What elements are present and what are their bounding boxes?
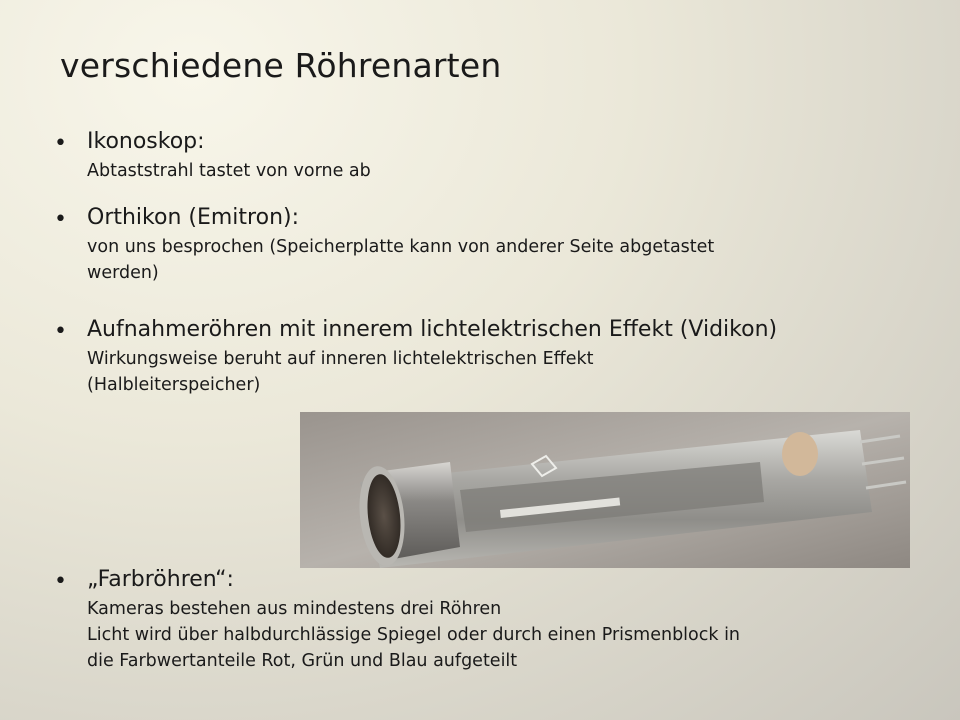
bullet-heading: „Farbröhren“:: [87, 567, 234, 592]
bullet-heading: Ikonoskop:: [87, 129, 205, 154]
bullet-line: Licht wird über halbdurchlässige Spiegel oder durch einen Prismenblock in: [87, 625, 741, 645]
bullet-line: Kameras bestehen aus mindestens drei Röhren: [87, 599, 502, 619]
tube-bulb: [782, 432, 818, 476]
bullet-farbroehren: [52, 564, 740, 674]
bullet-line: die Farbwertanteile Rot, Grün und Blau aufgeteilt: [87, 651, 518, 671]
bullet-orthikon: [52, 202, 714, 286]
bullet-dot: •: [54, 569, 67, 594]
bullet-dot: •: [54, 207, 67, 232]
bullet-line: Wirkungsweise beruht auf inneren lichtelektrischen Effekt: [87, 349, 594, 369]
slide-title: verschiedene Röhrenarten: [60, 46, 502, 85]
bullet-line: werden): [87, 263, 159, 283]
bullet-dot: •: [54, 131, 67, 156]
vidicon-tube-photo: [300, 412, 910, 568]
bullet-dot: •: [54, 319, 67, 344]
bullet-heading: Aufnahmeröhren mit innerem lichtelektrischen Effekt (Vidikon): [87, 317, 778, 342]
bullet-line: von uns besprochen (Speicherplatte kann von anderer Seite abgetastet: [87, 237, 715, 257]
bullet-line: (Halbleiterspeicher): [87, 375, 261, 395]
bullet-ikonoskop: [52, 126, 371, 184]
bullet-heading: Orthikon (Emitron):: [87, 205, 300, 230]
bullet-vidikon: [52, 314, 777, 398]
bullet-line: Abtaststrahl tastet von vorne ab: [87, 161, 371, 181]
